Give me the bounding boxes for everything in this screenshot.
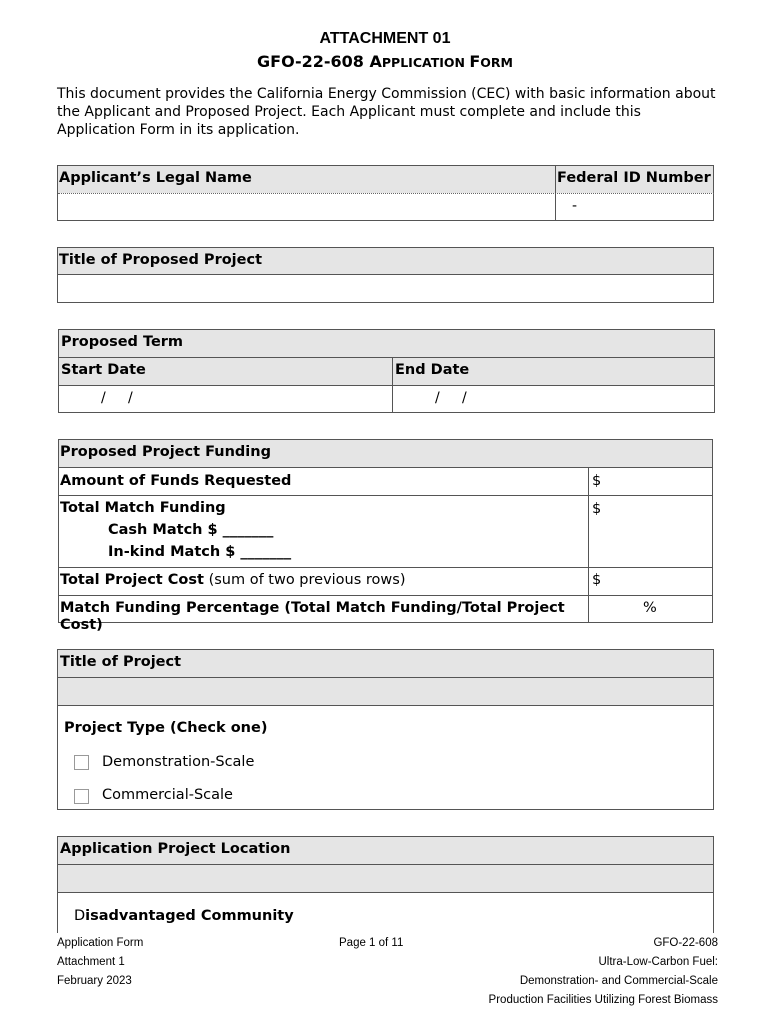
form-title [0, 52, 770, 71]
footer-left-3: February 2023 [57, 975, 132, 987]
funding-label: Proposed Project Funding [60, 444, 271, 460]
match-pct-input[interactable]: % [643, 600, 657, 616]
project-type-label: Project Type (Check one) [64, 720, 268, 736]
match-pct-label: Match Funding Percentage (Total Match Funding/Total Project Cost) [60, 600, 565, 633]
commercial-checkbox[interactable] [74, 789, 89, 804]
end-date-input[interactable]: / / [435, 390, 467, 406]
commercial-label: Commercial-Scale [102, 787, 233, 803]
inkind-match-label: In-kind Match $ _______ [108, 544, 292, 560]
total-cost-input[interactable]: $ [592, 572, 602, 588]
total-cost-note: (sum of two previous rows) [208, 572, 406, 588]
project-title-input[interactable] [58, 678, 713, 705]
disadvantaged-rest: isadvantaged Community [85, 908, 294, 924]
location-label: Application Project Location [60, 841, 291, 857]
attachment-heading: ATTACHMENT 01 [319, 30, 451, 47]
cash-match-label: Cash Match $ _______ [108, 522, 274, 538]
start-date-input[interactable]: / / [101, 390, 133, 406]
footer-page-number: Page 1 of 11 [339, 937, 404, 949]
form-title-text: APPLICATION FORM [369, 52, 513, 71]
footer-left-2: Attachment 1 [57, 956, 125, 968]
legal-name-label: Applicant’s Legal Name [59, 170, 252, 186]
form-title-number: GFO-22-608 [257, 52, 364, 71]
legal-name-input[interactable] [58, 194, 555, 220]
footer-right-4: Production Facilities Utilizing Forest Biomass [488, 994, 718, 1006]
total-match-input[interactable]: $ [592, 501, 602, 517]
end-date-label: End Date [395, 362, 470, 378]
demonstration-checkbox[interactable] [74, 755, 89, 770]
amount-requested-label: Amount of Funds Requested [60, 473, 292, 489]
demonstration-label: Demonstration-Scale [102, 754, 255, 770]
disadvantaged-community-label [74, 908, 474, 929]
federal-id-label: Federal ID Number [557, 170, 711, 186]
proposed-title-label: Title of Proposed Project [59, 252, 263, 268]
location-input[interactable] [58, 865, 713, 892]
total-cost-row [60, 572, 580, 592]
project-title-label: Title of Project [60, 654, 182, 670]
proposed-title-input[interactable] [58, 275, 713, 302]
footer-right-2: Ultra-Low-Carbon Fuel: [598, 956, 718, 968]
total-cost-label: Total Project Cost [60, 572, 204, 588]
disadvantaged-first-letter: D [74, 908, 86, 924]
federal-id-input[interactable]: - [572, 198, 578, 214]
amount-requested-input[interactable]: $ [592, 473, 602, 489]
start-date-label: Start Date [61, 362, 146, 378]
intro-paragraph: This document provides the California Energy Commission (CEC) with basic information about the Applicant and Proposed Project. Each Applicant must complete and include this Application Form in its application. [57, 86, 716, 138]
footer-right-1: GFO-22-608 [653, 937, 718, 949]
footer-right-3: Demonstration- and Commercial-Scale [519, 975, 718, 987]
term-label: Proposed Term [61, 334, 184, 350]
total-match-label: Total Match Funding [60, 500, 226, 516]
footer-left-1: Application Form [57, 937, 144, 949]
